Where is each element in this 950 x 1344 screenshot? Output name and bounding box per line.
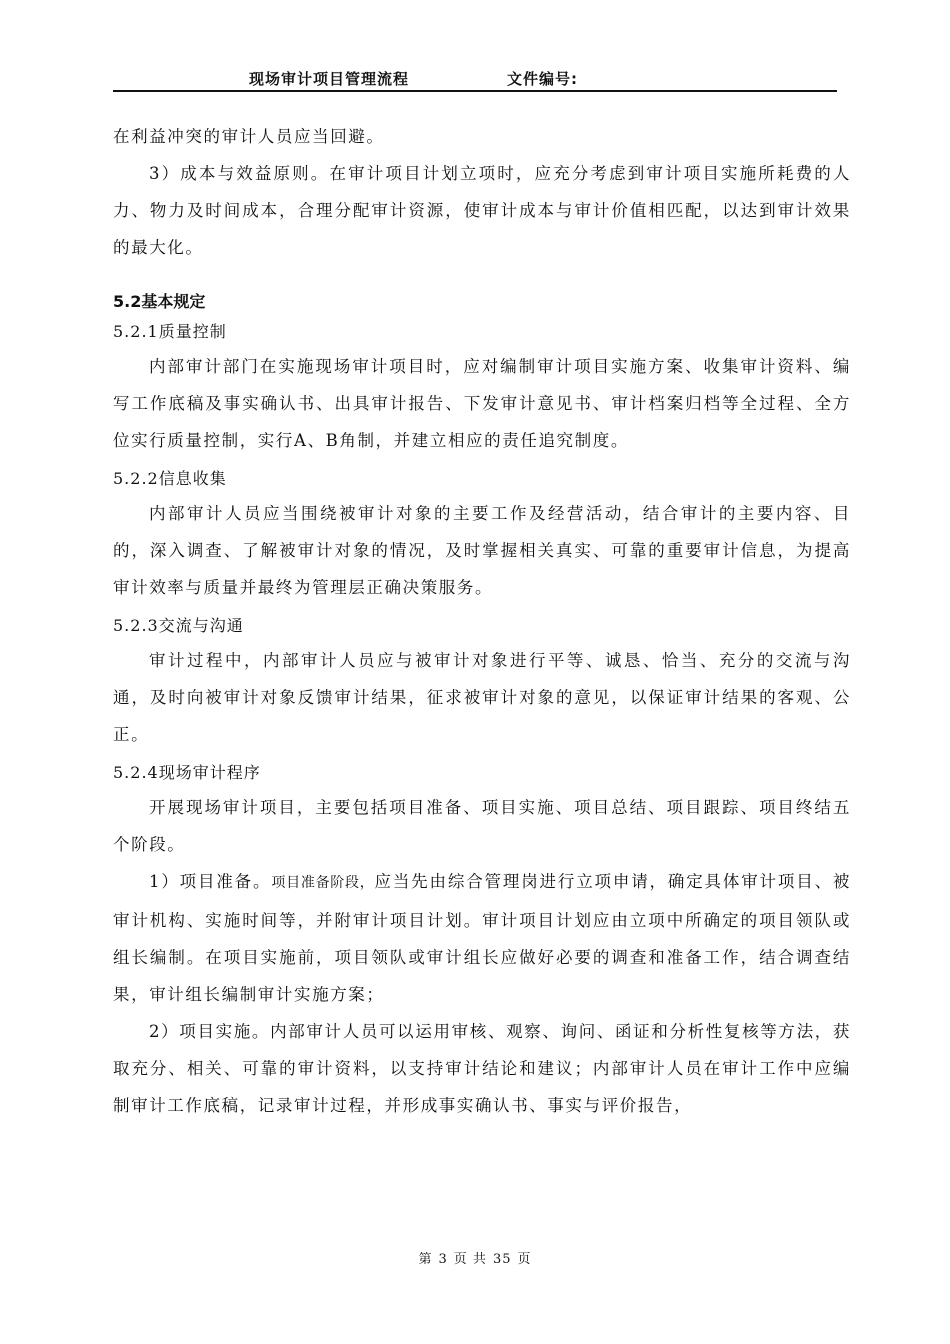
footer-page-number: 3 (438, 1252, 448, 1267)
page-header (113, 64, 837, 92)
paragraph-information-collection: 内部审计人员应当围绕被审计对象的主要工作及经营活动，结合审计的主要内容、目的，深入调查、了解被审计对象的情况，及时掌握相关真实、可靠的重要审计信息，为提高审计效率与质量并最终为管理层正确决策服务。 (113, 504, 851, 597)
paragraph-cost-benefit-principle: 3）成本与效益原则。在审计项目计划立项时，应充分考虑到审计项目实施所耗费的人力、物力及时间成本，合理分配审计资源，使审计成本与审计价值相匹配，以达到审计效果的最大化。 (113, 164, 851, 257)
item-lead: 1）项目准备。 (149, 872, 272, 891)
footer-total-pages: 35 (492, 1252, 512, 1267)
subsection-heading-5-2-1: 5.2.1质量控制 (113, 322, 227, 341)
paragraph-project-preparation (113, 863, 851, 1013)
footer-suffix: 页 (517, 1252, 532, 1267)
document-body (113, 118, 851, 1124)
subsection-heading-5-2-2: 5.2.2信息收集 (113, 469, 227, 488)
paragraph-quality-control: 内部审计部门在实施现场审计项目时，应对编制审计项目实施方案、收集审计资料、编写工作底稿及事实确认书、出具审计报告、下发审计意见书、审计档案归档等全过程、全方位实行质量控制，实行A、B角制，并建立相应的责任追究制度。 (113, 357, 851, 450)
section-heading-5-2: 5.2基本规定 (113, 292, 206, 311)
page-footer (0, 1248, 950, 1267)
item-small-text: 项目准备阶段， (271, 875, 375, 891)
paragraph-continuation: 在利益冲突的审计人员应当回避。 (113, 127, 385, 146)
subsection-heading-5-2-3: 5.2.3交流与沟通 (113, 616, 244, 635)
footer-mid: 页 共 (453, 1252, 487, 1267)
paragraph-audit-procedure: 开展现场审计项目，主要包括项目准备、项目实施、项目总结、项目跟踪、项目终结五个阶段。 (113, 798, 851, 854)
document-title: 现场审计项目管理流程 (249, 70, 410, 88)
footer-prefix: 第 (418, 1252, 433, 1267)
item-rest: 应当先由综合管理岗进行立项申请，确定具体审计项目、被审计机构、实施时间等，并附审计项目计划。审计项目计划应由立项中所确定的项目领队或组长编制。在项目实施前，项目领队或审计组长应做好必要的调查和准备工作，结合调查结果，审计组长编制审计实施方案； (113, 872, 852, 1004)
subsection-heading-5-2-4: 5.2.4现场审计程序 (113, 763, 261, 782)
document-number-label: 文件编号: (507, 70, 578, 88)
paragraph-project-implementation: 2）项目实施。内部审计人员可以运用审核、观察、询问、函证和分析性复核等方法，获取充分、相关、可靠的审计资料，以支持审计结论和建议；内部审计人员在审计工作中应编制审计工作底稿，记录审计过程，并形成事实确认书、事实与评价报告， (113, 1022, 851, 1115)
paragraph-communication: 审计过程中，内部审计人员应与被审计对象进行平等、诚恳、恰当、充分的交流与沟通，及时向被审计对象反馈审计结果，征求被审计对象的意见，以保证审计结果的客观、公正。 (113, 651, 851, 744)
